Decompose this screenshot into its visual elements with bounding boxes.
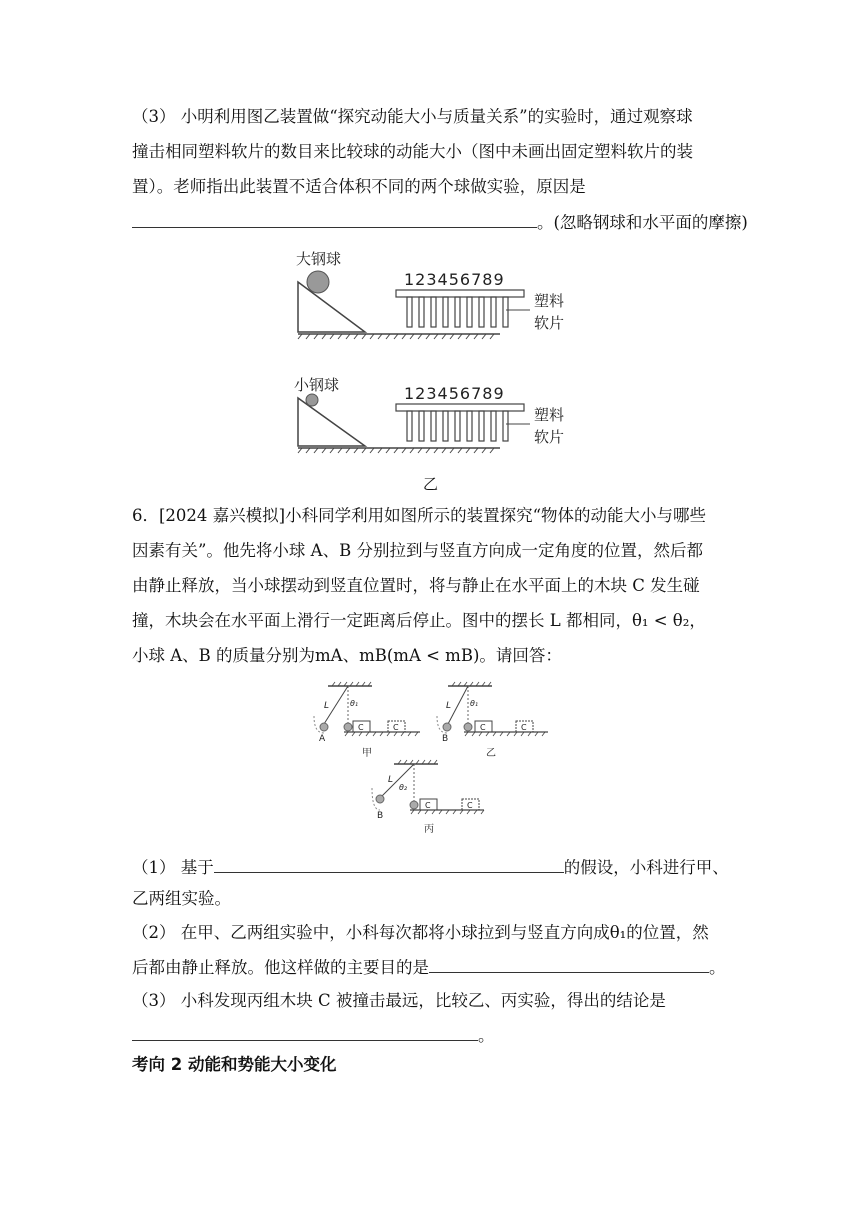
q6-part1-line1 [132,856,729,879]
rail-bottom [396,404,524,411]
ramp-top [298,282,365,332]
yi-block-label-2: C [521,723,527,732]
q6-line3: 由静止释放，当小球摆动到竖直位置时，将与静止在水平面上的木块 C 发生碰 [132,576,700,595]
q6-part1-prefix: （1） 基于 [132,858,214,877]
jia-block-label-1: C [358,723,364,732]
bing-theta-label: θ₂ [399,783,408,792]
jia-block-label-2: C [393,723,399,732]
figure-yi [290,240,565,470]
q5-part3-line4 [132,211,748,234]
q6-part3-blank[interactable] [132,1024,478,1041]
q6-part3-line2 [132,1024,495,1047]
q6-part2-suffix: 。 [709,958,726,977]
small-ball-label: 小钢球 [294,376,340,394]
q6-part1-line2: 乙两组实验。 [132,889,231,908]
bing-block-label-1: C [425,801,431,810]
jia-L-label: L [324,701,330,711]
yi-ball-label: B [442,734,449,744]
q6-part2-line1: （2） 在甲、乙两组实验中，小科每次都将小球拉到与竖直方向成θ₁的位置，然 [132,923,709,942]
slice-label-bottom-2: 软片 [534,428,565,446]
bing-caption: 丙 [424,824,434,835]
yi-L-label: L [446,701,452,711]
q6-part1-suffix: 的假设，小科进行甲、 [563,858,729,877]
q5-part3-line1: （3） 小明利用图乙装置做“探究动能大小与质量关系”的实验时，通过观察球 [132,107,693,126]
slices-bottom [407,411,508,441]
small-ball [306,394,318,406]
bing-ball-label: B [377,811,384,821]
slice-numbers-top: 123456789 [404,270,505,289]
q6-part2-blank[interactable] [429,956,709,973]
q6-line2: 因素有关”。他先将小球 A、B 分别拉到与竖直方向成一定角度的位置，然后都 [132,541,703,560]
ramp-bottom [298,398,365,446]
slice-label-top-1: 塑料 [534,292,565,310]
q5-part3-line4-tail: 。(忽略钢球和水平面的摩擦) [537,213,748,232]
small-ball-setup [294,376,564,453]
slice-numbers-bottom: 123456789 [404,384,505,403]
setup-yi [437,682,548,759]
q6-line5: 小球 A、B 的质量分别为mA、mB(mA < mB)。请回答： [132,646,562,665]
jia-theta-label: θ₁ [350,699,359,708]
q6-part3-suffix: 。 [478,1026,495,1045]
bing-block-label-2: C [467,801,473,810]
q6-part1-blank[interactable] [214,856,564,873]
slices-top [407,297,508,327]
slice-label-top-2: 软片 [534,314,565,332]
setup-jia [314,682,420,759]
q6-number: 6． [132,506,159,525]
rail-top [396,290,524,297]
big-ball [307,271,329,293]
q6-line1-text: 小科同学利用如图所示的装置探究“物体的动能大小与哪些 [285,506,707,525]
q6-part3-line1: （3） 小科发现丙组木块 C 被撞击最远，比较乙、丙实验，得出的结论是 [132,991,666,1010]
q6-part2-line2 [132,956,726,979]
figure-pendulum [300,678,560,838]
slice-label-bottom-1: 塑料 [534,406,565,424]
setup-bing [372,760,484,835]
q6-line1 [132,505,706,527]
big-ball-setup [296,250,564,339]
yi-block-label-1: C [480,723,486,732]
q6-source-tag: [2024 嘉兴模拟] [159,506,286,525]
q5-part3-line2: 撞击相同塑料软片的数目来比较球的动能大小（图中未画出固定塑料软片的装 [132,142,693,161]
big-ball-label: 大钢球 [296,250,342,268]
jia-ball-label: A [319,734,326,744]
q6-part2-prefix: 后都由静止释放。他这样做的主要目的是 [132,958,429,977]
yi-caption: 乙 [486,748,496,759]
q5-part3-line3: 置）。老师指出此装置不适合体积不同的两个球做实验，原因是 [132,177,586,196]
bing-L-label: L [388,775,394,785]
figure-yi-caption: 乙 [423,475,439,493]
jia-caption: 甲 [362,748,372,759]
yi-theta-label: θ₁ [470,699,479,708]
answer-blank[interactable] [132,211,537,228]
section-heading: 考向 2 动能和势能大小变化 [132,1055,337,1074]
q6-line4: 撞，木块会在水平面上滑行一定距离后停止。图中的摆长 L 都相同，θ₁ < θ₂， [132,611,706,630]
